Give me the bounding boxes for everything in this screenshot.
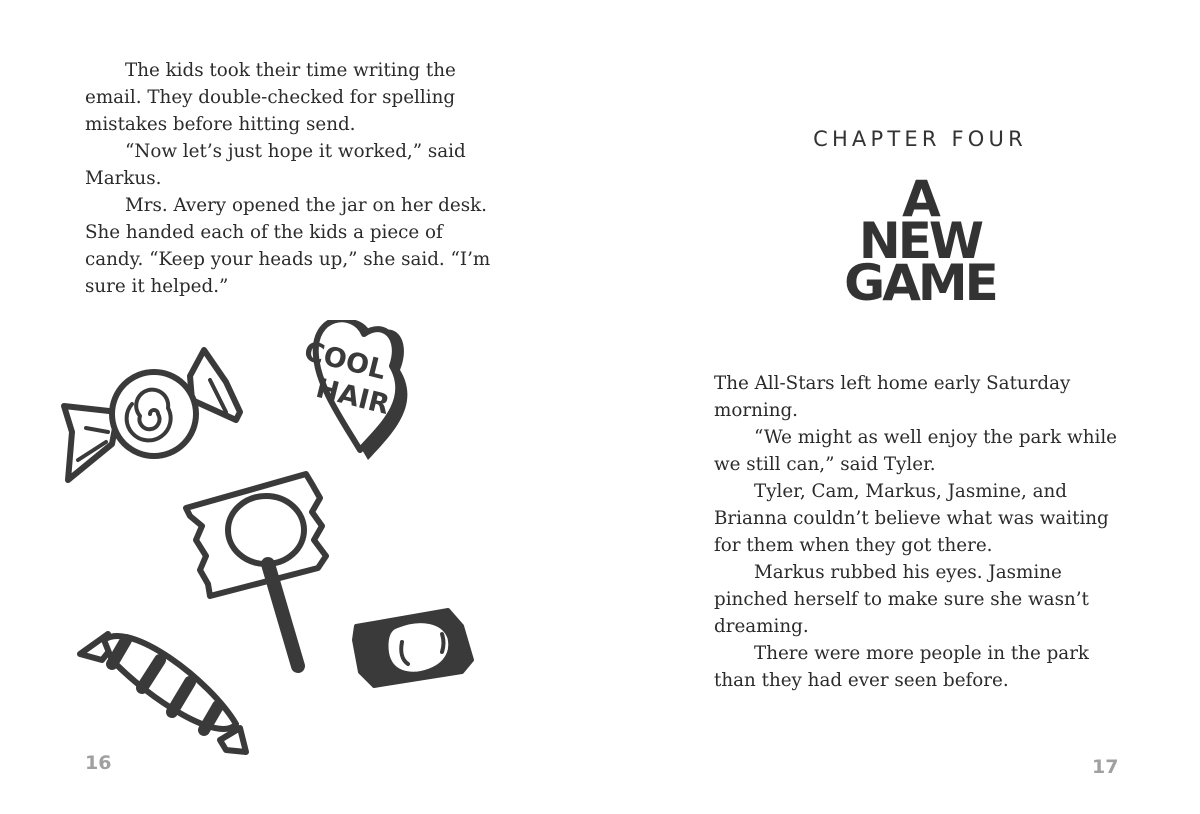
chapter-title-line: A: [902, 170, 938, 228]
candy-heart-icon: [301, 320, 407, 460]
left-page-text: [85, 57, 495, 300]
page-number: 16: [85, 752, 112, 774]
chapter-title: [710, 170, 1130, 312]
chapter-title-line: NEW: [858, 212, 982, 270]
chapter-label: CHAPTER FOUR: [813, 127, 1027, 151]
right-page-text: [714, 370, 1124, 694]
paragraph: The kids took their time writing the email. They double-checked for spelling mistakes before hitting send.: [85, 60, 456, 135]
page-number: 17: [1092, 756, 1119, 778]
paragraph: Markus rubbed his eyes. Jasmine pinched herself to make sure she wasn’t dreaming.: [714, 562, 1089, 637]
heart-text-line1: COOL: [300, 335, 389, 387]
right-page: [600, 0, 1200, 814]
paragraph: Tyler, Cam, Markus, Jasmine, and Brianna couldn’t believe what was waiting for them when they got there.: [714, 481, 1109, 556]
paragraph: Mrs. Avery opened the jar on her desk. She handed each of the kids a piece of candy. “Keep your heads up,” she said. “I’m sure it helped.”: [85, 195, 491, 297]
wrapped-spiral-candy-icon: [64, 350, 240, 480]
paragraph: The All-Stars left home early Saturday morning.: [714, 373, 1071, 421]
paragraph: There were more people in the park than they had ever seen before.: [714, 643, 1090, 691]
lollipop-icon: [186, 474, 326, 666]
striped-candy-icon: [80, 634, 246, 752]
candy-illustration: [50, 320, 510, 760]
paragraph: “We might as well enjoy the park while we still can,” said Tyler.: [714, 427, 1117, 475]
paragraph: “Now let’s just hope it worked,” said Markus.: [85, 141, 466, 189]
wrapped-candy-icon: [354, 610, 472, 686]
heart-text-line2: HAIR: [312, 372, 393, 421]
chapter-title-line: GAME: [844, 254, 996, 312]
